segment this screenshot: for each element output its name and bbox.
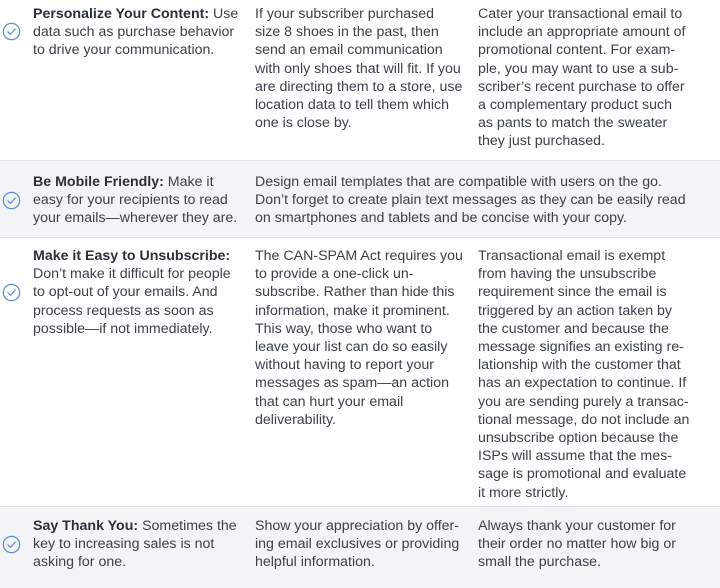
transactional-cell: Transactional email is exempt from having the unsubscribe requirement since the email is triggered by an action taken by the customer and because the message signifies an existing relationship with the customer that has an expectation to continue. If you are sending purely a transactional message, do not include an unsubscribe option because the ISPs will assume that the message is promotional and evaluate it more strictly. [478,248,690,501]
tip-cell [33,517,239,572]
tip-title: Say Thank You: [33,518,139,534]
tip-title: Make it Easy to Unsubscribe: [33,248,231,264]
example-cell: The CAN-SPAM Act requires you to provide a one-click unsubscribe. Rather than hide this information, make it prominent. This way, those who want to leave your list can do so easily without having to report your messages as spam—an action that can hurt your email deliverability. [255,248,463,428]
tip-cell [33,5,239,60]
tip-lead: Sometimes the key to increasing sales is not asking for one. [33,518,237,571]
check-circle-icon [2,283,21,302]
check-circle-icon [2,191,21,210]
table-row [0,238,720,506]
check-circle-icon [2,535,21,554]
table-row [0,0,720,160]
table-row [0,507,720,588]
example-cell: Design email templates that are compatible with users on the go. Don’t forget to create plain text messages as they can be easily read on smartphones and tablets and be concise with your copy. [255,174,686,227]
tip-lead: Don’t make it difficult for people to opt-out of your emails. And process requests as soon as possible—if not immediately. [33,266,231,337]
tip-cell [33,247,239,338]
transactional-cell: Always thank your customer for their order no matter how big or small the purchase. [478,518,676,571]
tip-lead: Make it easy for your recipients to read your emails—wherever they are. [33,174,238,227]
example-cell: Show your appreciation by offering email exclusives or providing helpful information. [255,518,460,571]
table-row [0,161,720,237]
tip-lead: Use data such as purchase behavior to drive your communication. [33,6,239,59]
tip-cell [33,173,239,228]
row-divider [0,506,720,507]
tip-title: Personalize Your Content: [33,6,210,22]
example-cell: If your subscriber purchased size 8 shoes in the past, then send an email communication with only shoes that will fit. If you are directing them to a store, use location data to tell them which one is close by. [255,6,463,132]
row-divider [0,160,720,161]
tip-title: Be Mobile Friendly: [33,174,164,190]
check-circle-icon [2,22,21,41]
transactional-cell: Cater your transactional email to include an appropriate amount of promotional content. For example, you may want to use a subscriber’s recent purchase to offer a complementary product such as pants to match the sweater they just purchased. [478,6,686,150]
row-divider [0,237,720,238]
